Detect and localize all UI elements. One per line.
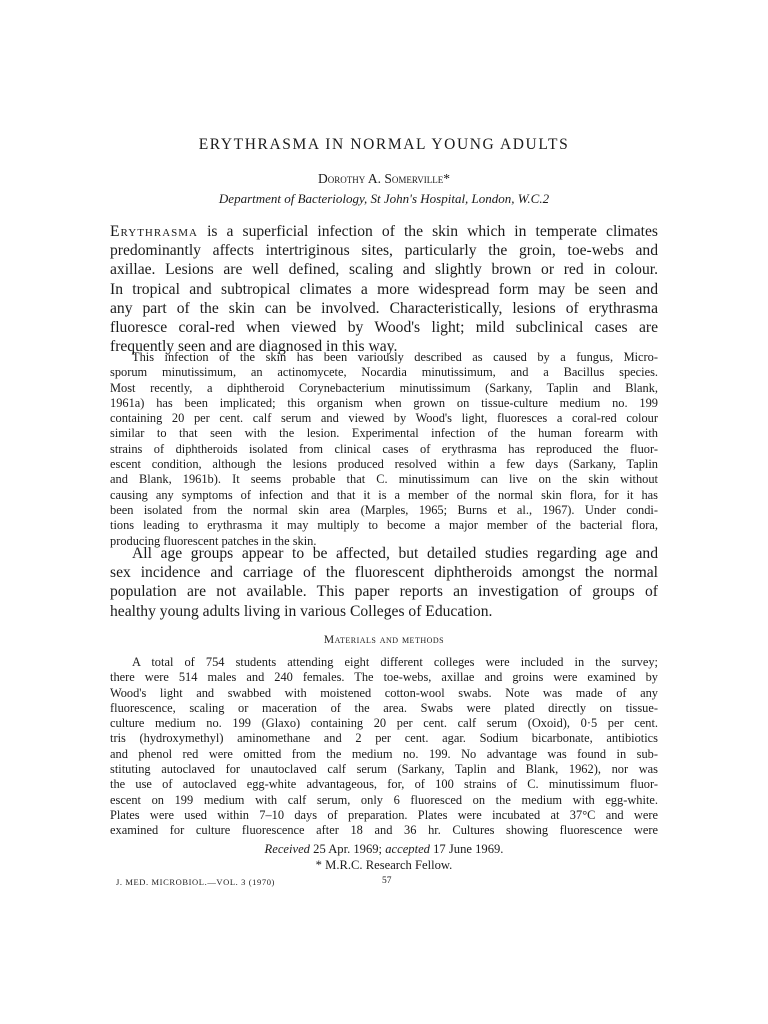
text-line: stituting autoclaved for unautoclaved calf serum (Sarkany, Taplin and Blank, 1962), nor was	[110, 762, 658, 777]
text-line: tions leading to erythrasma it may multiply to become a major member of the bacterial flora,	[110, 518, 658, 533]
text-line: the use of autoclaved egg-white advantageous, for, of 100 strains of C. minutissimum fluor-	[110, 777, 658, 792]
text-line: sporum minutissimum, an actinomycete, Nocardia minutissimum, and a Bacillus species.	[110, 365, 658, 380]
text-line: escent on 199 medium with calf serum, only 6 fluoresced on the medium with egg-white.	[110, 792, 658, 807]
aims-paragraph	[110, 544, 658, 621]
intro-paragraph	[110, 222, 658, 356]
intro-line: predominantly affects intertriginous sites, particularly the groin, toe-webs and	[110, 242, 658, 260]
text-line: examined for culture fluorescence after 18 and 36 hr. Cultures showing fluorescence were	[110, 823, 658, 838]
text-line: fluorescence, scaling or maceration of the area. Swabs were plated directly on tissue-	[110, 700, 658, 715]
background-paragraph	[110, 350, 658, 549]
text-line: escent condition, although the lesions produced resolved within a few days (Sarkany, Taplin	[110, 457, 658, 472]
intro-line: Erythrasma is a superficial infection of the skin which in temperate climates	[110, 223, 658, 240]
intro-line: any part of the skin can be involved. Characteristically, lesions of erythrasma	[110, 299, 658, 317]
author-name: Dorothy A. Somerville*	[318, 171, 450, 186]
page-number: 57	[382, 876, 392, 886]
text-line: This infection of the skin has been variously described as caused by a fungus, Micro-	[132, 350, 658, 364]
text-line: producing fluorescent patches in the skin.	[110, 533, 317, 548]
text-line: containing 20 per cent. calf serum and viewed by Wood's light, fluoresces a coral-red colour	[110, 411, 658, 426]
text-line: All age groups appear to be affected, but detailed studies regarding age and	[132, 545, 658, 562]
methods-paragraph	[110, 655, 658, 839]
text-line: population are not available. This paper reports an investigation of groups of	[110, 583, 658, 601]
text-line: A total of 754 students attending eight different colleges were included in the survey;	[132, 655, 658, 669]
text-line: been isolated from the normal skin area (Marples, 1965; Burns et al., 1967). Under condi-	[110, 502, 658, 517]
text-line: sex incidence and carriage of the fluorescent diphtheroids amongst the normal	[110, 564, 658, 582]
fellowship-footnote: * M.R.C. Research Fellow.	[315, 858, 453, 872]
intro-lead-word: Erythrasma	[110, 223, 198, 240]
text-line: Most recently, a diphtheroid Corynebacterium minutissimum (Sarkany, Taplin and Blank,	[110, 380, 658, 395]
text-line: and phenol red were omitted from the medium no. 199. No advantage was found in sub-	[110, 746, 658, 761]
author-affiliation: Department of Bacteriology, St John's Hospital, London, W.C.2	[218, 191, 550, 206]
text-line: similar to that seen with the lesion. Experimental infection of the human forearm with	[110, 426, 658, 441]
intro-line: frequently seen and are diagnosed in this way.	[110, 338, 398, 356]
text-line: culture medium no. 199 (Glaxo) containing 20 per cent. calf serum (Oxoid), 0·5 per cent.	[110, 716, 658, 731]
intro-line: In tropical and subtropical climates a more widespread form may be seen and	[110, 280, 658, 298]
intro-line: axillae. Lesions are well defined, scaling and slightly brown or red in colour.	[110, 261, 658, 279]
text-line: strains of diphtheroids isolated from clinical cases of erythrasma has reproduced the fluor-	[110, 441, 658, 456]
journal-reference: J. MED. MICROBIOL.—VOL. 3 (1970)	[116, 877, 275, 887]
section-heading: Materials and methods	[323, 634, 445, 646]
text-line: Wood's light and swabbed with moistened cotton-wool swabs. Note was made of any	[110, 685, 658, 700]
intro-line: fluoresce coral-red when viewed by Wood's light; mild subclinical cases are	[110, 319, 658, 337]
article-title: ERYTHRASMA IN NORMAL YOUNG ADULTS	[198, 136, 570, 153]
text-line: 1961a) has been implicated; this organism when grown on tissue-culture medium no. 199	[110, 395, 658, 410]
received-footnote: Received 25 Apr. 1969; accepted 17 June 1969.	[264, 842, 504, 856]
text-line: tris (hydroxymethyl) aminomethane and 2 per cent. agar. Sodium bicarbonate, antibiotics	[110, 731, 658, 746]
text-line: Plates were used within 7–10 days of preparation. Plates were incubated at 37°C and were	[110, 807, 658, 822]
text-line: healthy young adults living in various Colleges of Education.	[110, 602, 493, 620]
text-line: there were 514 males and 240 females. The toe-webs, axillae and groins were examined by	[110, 670, 658, 685]
text-line: and Blank, 1961b). It seems probable that C. minutissimum can live on the skin without	[110, 472, 658, 487]
text-line: causing any symptoms of infection and that it is a member of the normal skin flora, for it has	[110, 487, 658, 502]
